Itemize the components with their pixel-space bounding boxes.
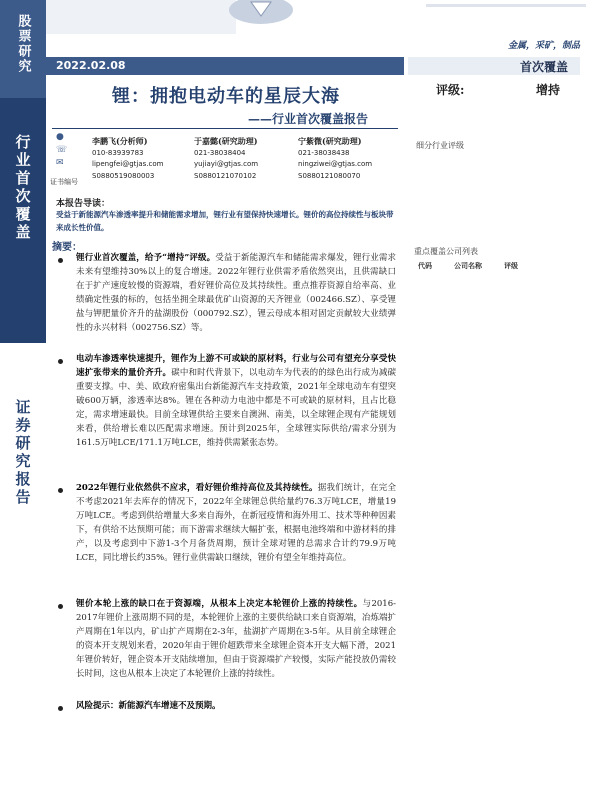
sub-industry-rating-label: 细分行业评级 xyxy=(416,141,464,150)
analyst-email[interactable]: ningziwei@gtjas.com xyxy=(298,160,373,168)
industry-tag: 金属，采矿，制品 xyxy=(507,41,580,51)
summary-paragraph-lead: 2022年锂行业依然供不应求，看好锂价维持高位及其持续性。 xyxy=(76,483,318,493)
sidebar-report-type-label: 证券研究报告 xyxy=(0,343,46,800)
cert-label: 证书编号 xyxy=(50,178,78,186)
coverage-banner xyxy=(408,57,580,75)
rating-value: 增持 xyxy=(536,83,561,97)
key-companies-header xyxy=(418,261,518,271)
summary-paragraph-text: 据我们统计，在完全不考虑2021年去库存的情况下，2022年全球锂总供给量约76.3万吨LCE，增量19万吨LCE。考虑到供给增量大多来自海外，在新冠疫情和海外用工、技术等种种因素下，有供给不达预期可能；而下游需求继续大幅扩张，根据电池终端和中游材料的排产，以及考虑到中下游1-3个月备货周期，预计全球对锂的总需求合计约79.9万吨LCE，同比增长约35%。锂行业供需缺口继续，锂价有望全年维持高位。 xyxy=(76,483,396,563)
bullet-icon xyxy=(58,488,63,493)
sidebar-industry-coverage-label: 行业首次覆盖 xyxy=(0,98,46,343)
summary-paragraph-text: 受益于新能源汽车和储能需求爆发，锂行业需求未来有望维持30%以上的复合增速。2022年锂行业供需矛盾依然突出，且供需缺口在于扩产速度较慢的资源端，看好锂价高位及其持续性。重点推荐资源自给率高、业绩确定性强的标的，包括坐拥全球最优矿山资源的天齐锂业（002466.SZ）、享受锂盐与钾肥量价齐升的盐湖股份（000792.SZ），锂云母成本相对固定贡献较大业绩弹性的永兴材料（002756.SZ）等。 xyxy=(76,253,396,333)
key-companies-col-name: 公司名称 xyxy=(454,261,482,270)
summary-paragraph-lead: 锂价本轮上涨的缺口在于资源端，从根本上决定本轮锂价上涨的持续性。 xyxy=(76,599,363,609)
header-decoration-graphic xyxy=(46,0,600,34)
analyst-contact-icons xyxy=(56,132,76,171)
date-banner xyxy=(46,57,404,75)
guide-title: 本报告导读： xyxy=(56,199,111,209)
page-subtitle: ——行业首次覆盖报告 xyxy=(248,112,369,126)
analyst-card xyxy=(298,136,372,182)
summary-title: 摘要： xyxy=(52,242,82,253)
risk-warning-lead: 风险提示：新能源汽车增速不及预期。 xyxy=(76,701,221,711)
analyst-phone: 021-38038438 xyxy=(298,148,350,157)
key-companies-col-rating: 评级 xyxy=(504,261,518,270)
analyst-name: 李鹏飞(分析师) xyxy=(92,136,148,146)
bullet-icon xyxy=(58,604,63,609)
analyst-phone: 010-83939783 xyxy=(92,148,144,157)
phone-icon: ☏ xyxy=(56,145,68,155)
summary-paragraph xyxy=(76,251,396,335)
risk-warning xyxy=(76,699,396,713)
key-companies-col-code: 代码 xyxy=(418,261,432,270)
analyst-card xyxy=(92,136,163,182)
summary-paragraph-text: 与2016-2017年锂价上涨周期不同的是，本轮锂价上涨的主要供给缺口来自资源端，冶炼端扩产周期在1年以内，矿山扩产周期在2-3年，盐湖扩产周期在3-5年。从目前全球锂企的资本开支规划来看，2020年由于锂价超跌带来全球锂企资本开支大幅下滑，2021年锂价转好，锂企资本开支陆续增加，但由于资源端扩产较慢，实际产能投放仍需较长时间，这也从根本上决定了本轮锂价上涨的持续性。 xyxy=(76,599,396,679)
bullet-icon xyxy=(58,706,63,711)
summary-paragraph xyxy=(76,597,396,681)
summary-paragraph xyxy=(76,352,396,450)
email-icon: ✉ xyxy=(56,158,64,168)
bullet-icon xyxy=(58,258,63,263)
title-divider xyxy=(52,128,398,129)
report-date: 2022.02.08 xyxy=(56,59,126,72)
summary-paragraph-lead: 锂行业首次覆盖，给予“增持”评级。 xyxy=(76,253,216,263)
sidebar-stock-research-label: 股票研究 xyxy=(0,0,46,98)
bullet-icon xyxy=(58,359,63,364)
analyst-name: 宁紫微(研究助理) xyxy=(298,136,362,146)
analyst-email[interactable]: lipengfei@gtjas.com xyxy=(92,160,164,168)
page-title: 锂：拥抱电动车的星辰大海 xyxy=(112,86,340,107)
header-band xyxy=(46,0,600,34)
key-companies-title: 重点覆盖公司列表 xyxy=(414,247,478,256)
sidebar xyxy=(0,0,46,800)
analyst-phone: 021-38038404 xyxy=(194,148,246,157)
summary-paragraph-text: 碳中和时代背景下，以电动车为代表的的绿色出行成为减碳重要支撑。中、美、欧政府密集出台新能源汽车支持政策，2021年全球电动车有望突破600万辆，渗透率达8%。锂在各种动力电池中都是不可或缺的原材料，且占比稳定，需求增速最快。目前全球锂供给主要来自澳洲、南美，以全球锂企现有产能规划来看，供给增长难以匹配需求增速。预计到2025年，全球锂实际供给/需求分别为161.5万吨LCE/171.1万吨LCE，维持供需紧张态势。 xyxy=(76,368,396,448)
analyst-cert: S0880121080070 xyxy=(298,171,361,180)
person-icon: ● xyxy=(56,132,64,142)
analyst-email[interactable]: yujiayi@gtjas.com xyxy=(194,160,259,168)
analyst-cert: S0880519080003 xyxy=(92,171,155,180)
analyst-card xyxy=(194,136,258,182)
coverage-label: 首次覆盖 xyxy=(519,60,568,74)
summary-paragraph-lead: 电动车渗透率快速提升，锂作为上游不可或缺的原材料，行业与公司有望充分享受快速扩张带来的量价齐升。 xyxy=(76,354,396,378)
analyst-cert: S0880121070102 xyxy=(194,171,257,180)
summary-paragraph xyxy=(76,481,396,565)
guide-text: 受益于新能源汽车渗透率提升和储能需求增加，锂行业有望保持快速增长。锂价的高位持续性与板块带来成长性价值。 xyxy=(56,210,394,232)
analyst-name: 于嘉懿(研究助理) xyxy=(194,136,258,146)
rating-label: 评级: xyxy=(436,83,465,97)
